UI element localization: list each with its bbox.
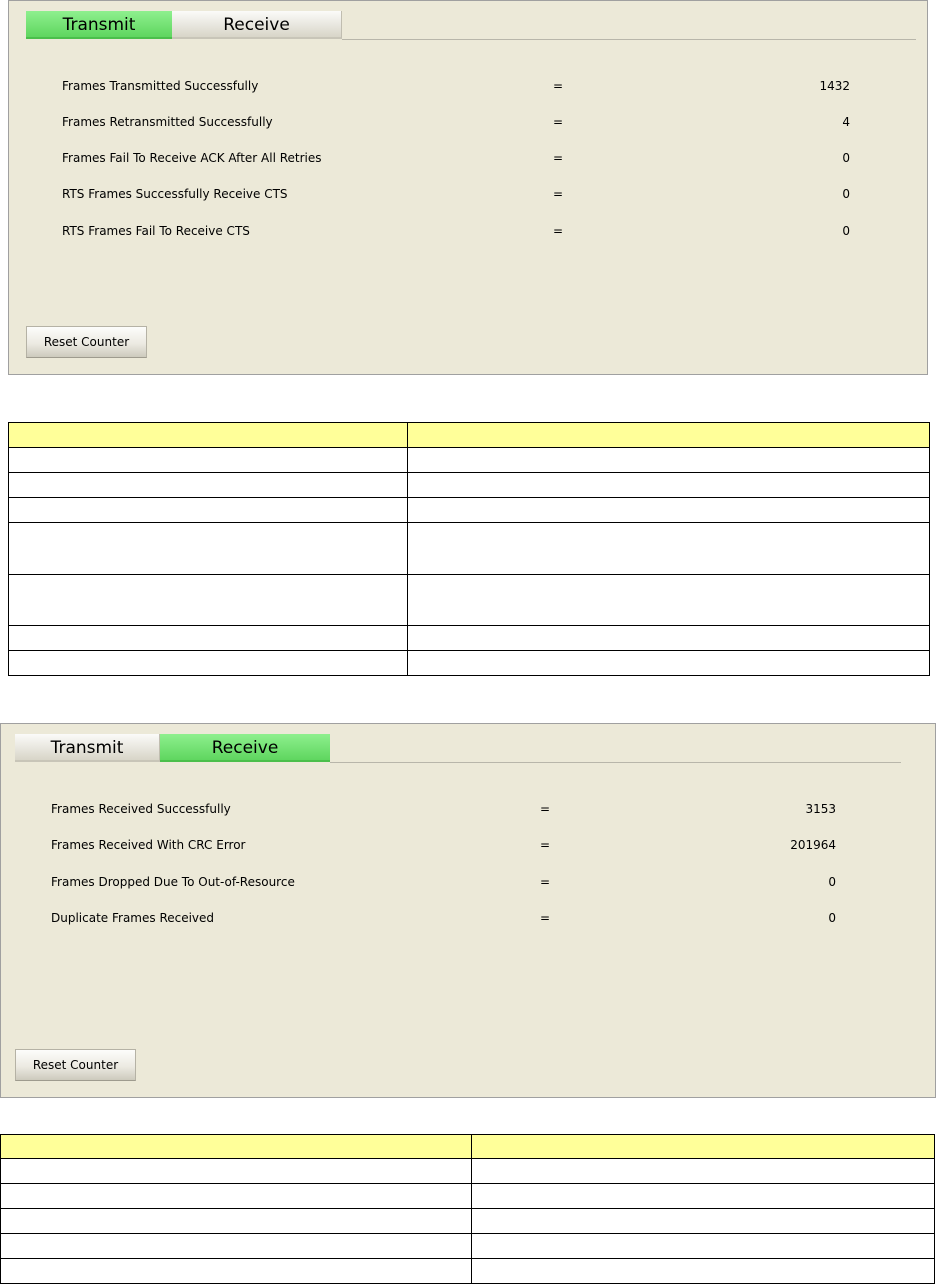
tab-underline: [342, 39, 916, 40]
table-cell: [408, 423, 930, 448]
table-cell: [1, 1234, 472, 1259]
table-cell: [408, 523, 930, 575]
table-cell: [472, 1159, 935, 1184]
stat-label: Frames Received With CRC Error: [51, 838, 246, 852]
table-cell: [9, 498, 408, 523]
stat-equals: =: [540, 802, 551, 816]
table-row: [9, 473, 930, 498]
stat-row-rts-success: [62, 184, 862, 204]
table-cell: [472, 1209, 935, 1234]
table-cell: [1, 1259, 472, 1284]
stat-row-frames-transmitted: [62, 76, 862, 96]
stat-value: 0: [828, 875, 836, 889]
table-cell: [472, 1135, 935, 1159]
table-cell: [1, 1135, 472, 1159]
tab-receive[interactable]: Receive: [172, 11, 342, 39]
table-cell: [1, 1209, 472, 1234]
stat-equals: =: [553, 224, 564, 238]
transmit-statistics-panel: [8, 0, 928, 375]
tab-receive[interactable]: Receive: [160, 734, 330, 762]
table-cell: [408, 498, 930, 523]
table-cell: [408, 473, 930, 498]
stat-row-fail-ack: [62, 148, 862, 168]
tab-underline: [330, 762, 901, 763]
table-cell: [472, 1259, 935, 1284]
table-row: [1, 1259, 935, 1284]
table-cell: [9, 448, 408, 473]
receive-description-table: [0, 1134, 935, 1284]
transmit-panel-tabbar: [26, 11, 916, 39]
stat-equals: =: [540, 838, 551, 852]
stat-label: Frames Received Successfully: [51, 802, 231, 816]
stat-label: Frames Transmitted Successfully: [62, 79, 259, 93]
table-row: [9, 498, 930, 523]
stat-value: 0: [842, 151, 850, 165]
table-row: [9, 651, 930, 676]
stat-equals: =: [540, 875, 551, 889]
stat-row-frames-received: [51, 799, 851, 819]
stat-value: 0: [842, 187, 850, 201]
table-cell: [9, 626, 408, 651]
stat-value: 4: [842, 115, 850, 129]
table-cell: [408, 651, 930, 676]
table-cell: [408, 575, 930, 626]
stat-row-duplicate: [51, 908, 851, 928]
transmit-description-table: [8, 422, 930, 676]
table-cell: [472, 1184, 935, 1209]
tab-transmit[interactable]: Transmit: [15, 734, 160, 762]
stat-value: 201964: [790, 838, 836, 852]
table-cell: [9, 473, 408, 498]
table-cell: [408, 448, 930, 473]
table-cell: [472, 1234, 935, 1259]
stat-equals: =: [553, 151, 564, 165]
stat-label: Frames Dropped Due To Out-of-Resource: [51, 875, 295, 889]
table-cell: [9, 423, 408, 448]
stat-label: Frames Fail To Receive ACK After All Retries: [62, 151, 322, 165]
stat-equals: =: [553, 79, 564, 93]
stat-equals: =: [553, 115, 564, 129]
table-cell: [9, 575, 408, 626]
tab-transmit[interactable]: Transmit: [26, 11, 172, 39]
receive-statistics-panel: [0, 723, 936, 1098]
table-row: [1, 1209, 935, 1234]
table-header-row: [1, 1135, 935, 1159]
stat-value: 3153: [805, 802, 836, 816]
table-row: [1, 1234, 935, 1259]
stat-label: Duplicate Frames Received: [51, 911, 215, 925]
table-cell: [9, 523, 408, 575]
stat-row-crc-error: [51, 835, 851, 855]
table-cell: [1, 1159, 472, 1184]
stat-label: RTS Frames Fail To Receive CTS: [62, 224, 250, 238]
stat-row-frames-retransmitted: [62, 112, 862, 132]
table-row: [9, 575, 930, 626]
reset-counter-button[interactable]: Reset Counter: [15, 1049, 136, 1081]
table-header-row: [9, 423, 930, 448]
stat-row-dropped: [51, 872, 851, 892]
stat-value: 0: [828, 911, 836, 925]
stat-value: 1432: [819, 79, 850, 93]
stat-row-rts-fail: [62, 221, 862, 241]
stat-value: 0: [842, 224, 850, 238]
table-row: [1, 1184, 935, 1209]
table-cell: [9, 651, 408, 676]
receive-panel-tabbar: [15, 734, 901, 762]
stat-equals: =: [553, 187, 564, 201]
stat-label: Frames Retransmitted Successfully: [62, 115, 273, 129]
stat-label: RTS Frames Successfully Receive CTS: [62, 187, 288, 201]
table-cell: [408, 626, 930, 651]
table-row: [9, 523, 930, 575]
table-row: [9, 626, 930, 651]
table-row: [9, 448, 930, 473]
table-cell: [1, 1184, 472, 1209]
table-row: [1, 1159, 935, 1184]
stat-equals: =: [540, 911, 551, 925]
reset-counter-button[interactable]: Reset Counter: [26, 326, 147, 358]
